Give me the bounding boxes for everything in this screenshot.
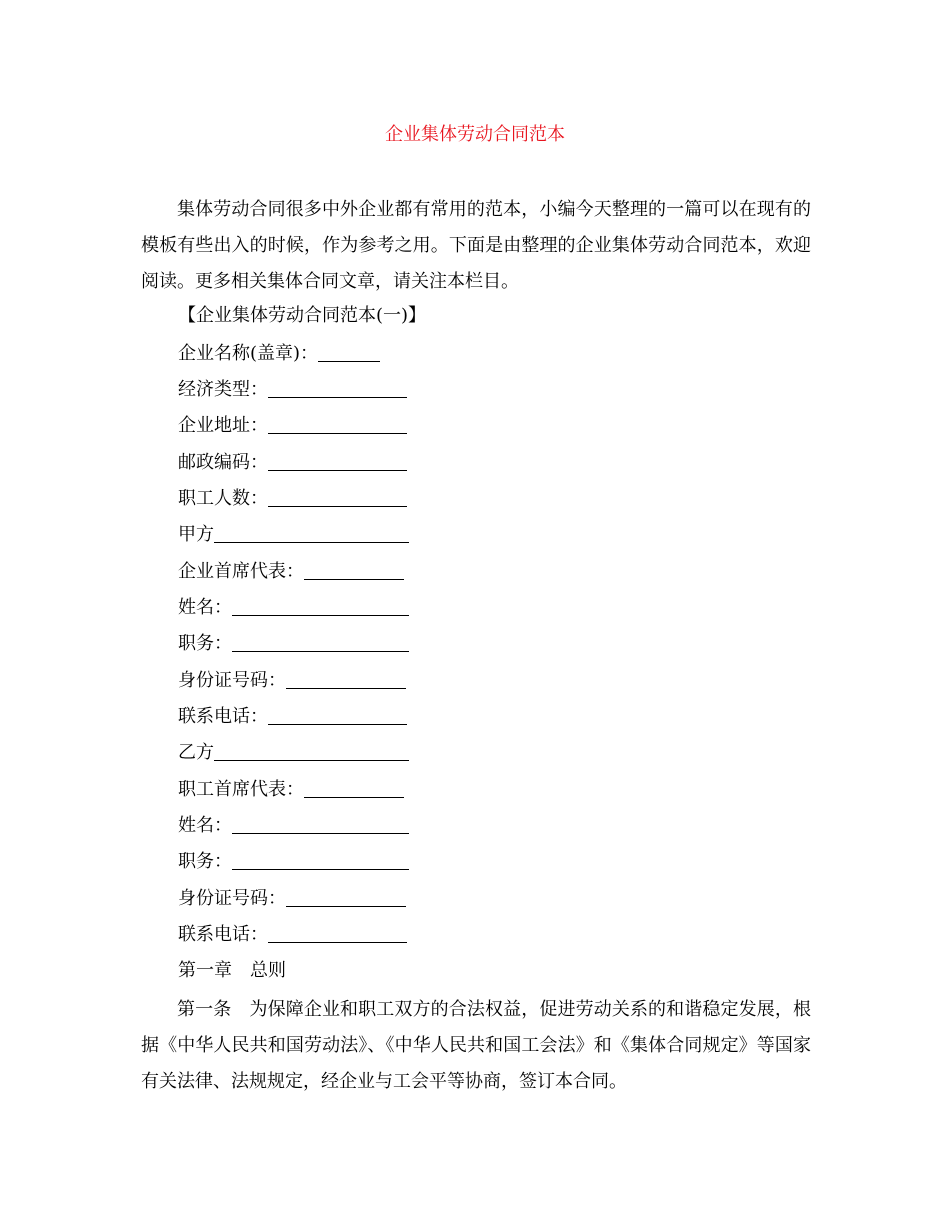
form-field-company-chief-rep — [178, 560, 404, 584]
blank-line — [304, 779, 404, 798]
form-field-party-b — [178, 741, 409, 765]
blank-line — [214, 524, 409, 543]
form-field-company-name — [178, 342, 380, 366]
form-field-postal-code — [178, 451, 407, 475]
blank-line — [268, 924, 407, 943]
blank-line — [232, 597, 409, 616]
form-field-name-a — [178, 596, 409, 620]
form-field-phone-b — [178, 923, 407, 947]
document-title: 企业集体劳动合同范本 — [385, 124, 565, 145]
blank-line — [304, 561, 404, 580]
field-label: 联系电话： — [178, 924, 268, 945]
field-label: 职务： — [178, 633, 232, 654]
field-label: 姓名： — [178, 815, 232, 836]
field-label: 企业地址： — [178, 415, 268, 436]
field-label: 经济类型： — [178, 379, 268, 400]
blank-line — [268, 415, 407, 434]
form-field-employee-count — [178, 487, 407, 511]
blank-line — [286, 670, 406, 689]
field-label: 身份证号码： — [178, 670, 286, 691]
field-label: 甲方 — [178, 524, 214, 545]
form-field-economic-type — [178, 378, 407, 402]
chapter-heading: 第一章 总则 — [178, 960, 286, 981]
field-label: 姓名： — [178, 597, 232, 618]
form-field-name-b — [178, 814, 409, 838]
field-label: 职务： — [178, 851, 232, 872]
field-label: 职工人数： — [178, 488, 268, 509]
form-field-id-number-a — [178, 669, 406, 693]
blank-line — [232, 851, 409, 870]
form-field-id-number-b — [178, 887, 406, 911]
form-field-phone-a — [178, 705, 407, 729]
form-field-company-address — [178, 414, 407, 438]
blank-line — [268, 452, 407, 471]
form-field-position-a — [178, 632, 409, 656]
form-field-position-b — [178, 850, 409, 874]
blank-line — [268, 379, 407, 398]
blank-line — [232, 633, 409, 652]
field-label: 职工首席代表： — [178, 779, 304, 800]
blank-line — [268, 488, 407, 507]
field-label: 邮政编码： — [178, 452, 268, 473]
article-1-paragraph: 第一条 为保障企业和职工双方的合法权益，促进劳动关系的和谐稳定发展，根据《中华人民共和国劳动法》、《中华人民共和国工会法》和《集体合同规定》等国家有关法律、法规规定，经企业与工会平等协商，签订本合同。 — [141, 999, 811, 1092]
blank-line — [318, 343, 380, 362]
field-label: 乙方 — [178, 742, 214, 763]
blank-line — [286, 888, 406, 907]
form-field-party-a — [178, 523, 409, 547]
blank-line — [214, 742, 409, 761]
field-label: 企业首席代表： — [178, 561, 304, 582]
section-heading: 【企业集体劳动合同范本(一)】 — [178, 305, 427, 326]
intro-paragraph: 集体劳动合同很多中外企业都有常用的范本，小编今天整理的一篇可以在现有的模板有些出入的时候，作为参考之用。下面是由整理的企业集体劳动合同范本，欢迎阅读。更多相关集体合同文章，请关注本栏目。 — [141, 199, 811, 292]
blank-line — [268, 706, 407, 725]
field-label: 企业名称(盖章)： — [178, 343, 319, 364]
blank-line — [232, 815, 409, 834]
field-label: 联系电话： — [178, 706, 268, 727]
field-label: 身份证号码： — [178, 888, 286, 909]
form-field-employee-chief-rep — [178, 778, 404, 802]
